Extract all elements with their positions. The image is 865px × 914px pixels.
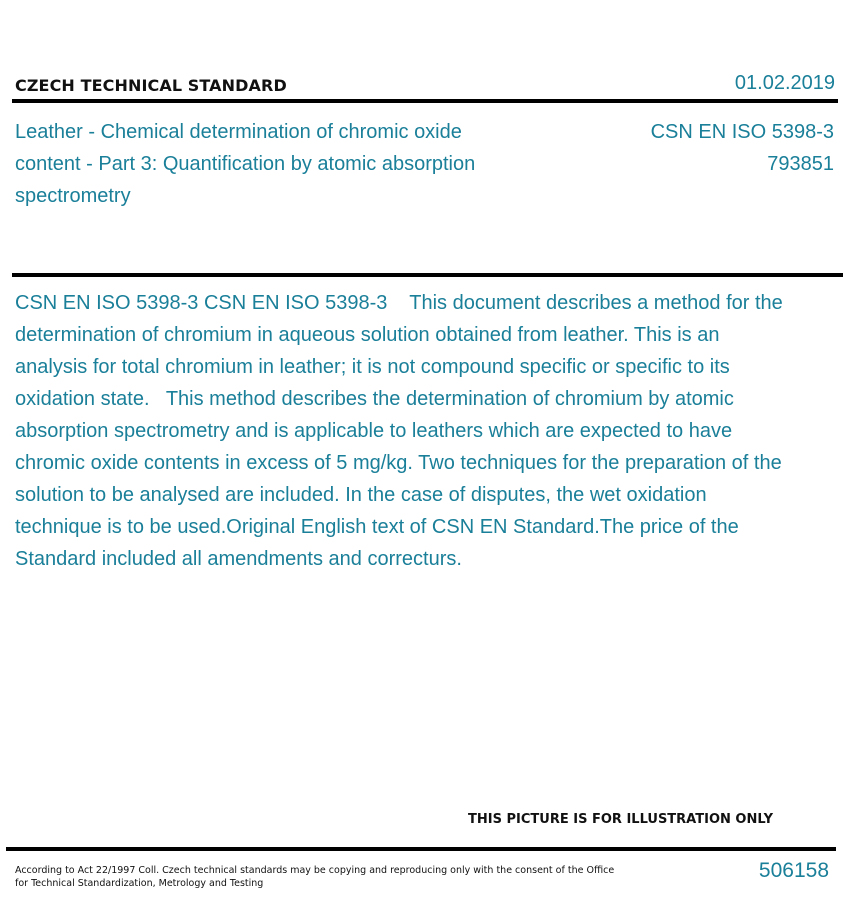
header-divider	[12, 99, 838, 103]
footer-divider	[6, 847, 836, 851]
standard-abstract: CSN EN ISO 5398-3 CSN EN ISO 5398-3 This document describes a method for the determination of chromium in aqueous solution obtained from leather. This is an analysis for total chromium in leather; it is not compound specific or specific to its oxidation state. This method describes the determination of chromium by atomic absorption spectrometry and is applicable to leathers which are expected to have chromic oxide contents in excess of 5 mg/kg. Two techniques for the preparation of the solution to be analysed are included. In the case of disputes, the wet oxidation technique is to be used.Original English text of CSN EN Standard.The price of the Standard included all amendments and correcturs.	[15, 292, 789, 570]
publication-date: 01.02.2019	[734, 72, 835, 94]
catalog-code: 506158	[758, 859, 829, 882]
standard-code: CSN EN ISO 5398-3	[650, 121, 834, 143]
illustration-note: THIS PICTURE IS FOR ILLUSTRATION ONLY	[468, 812, 773, 827]
document-type-label: CZECH TECHNICAL STANDARD	[15, 76, 287, 95]
legal-notice: According to Act 22/1997 Coll. Czech technical standards may be copying and reproducing only with the consent of the Office for Technical Standardization, Metrology and Testing	[15, 865, 615, 889]
standard-number: 793851	[767, 153, 834, 175]
title-divider	[12, 273, 843, 277]
standard-title: Leather - Chemical determination of chromic oxide content - Part 3: Quantification by atomic absorption spectrometry	[15, 121, 476, 207]
